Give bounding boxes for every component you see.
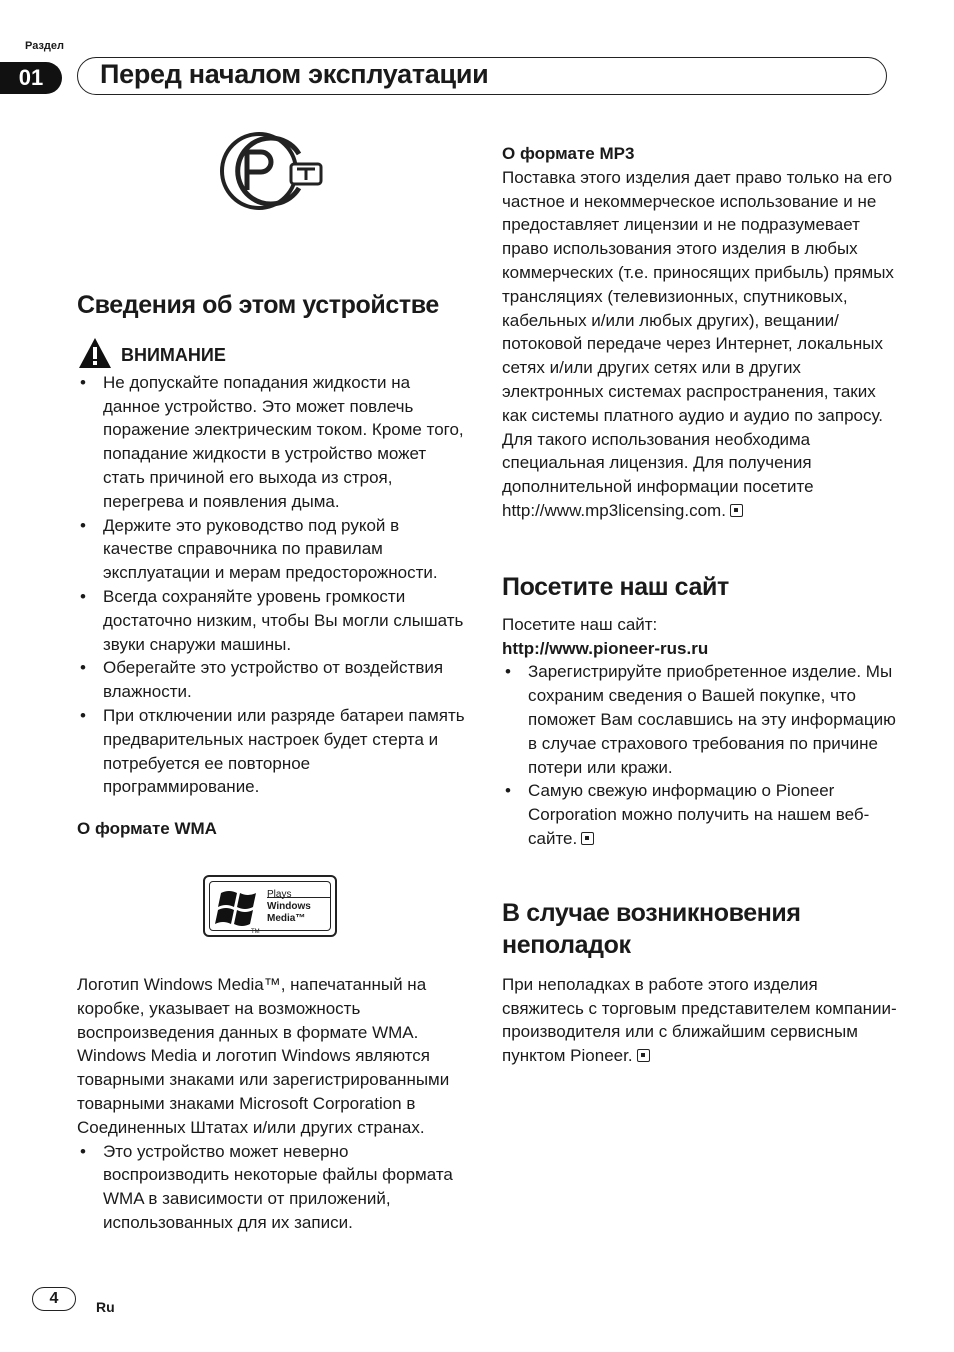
warning-triangle-icon <box>77 336 113 370</box>
rst-certification-logo <box>217 130 323 212</box>
section-label: Раздел <box>25 40 64 52</box>
end-mark-icon <box>581 832 594 845</box>
end-mark-icon <box>637 1049 650 1062</box>
page-title: Перед началом эксплуатации <box>100 59 489 89</box>
list-item: • Самую свежую информацию о Pioneer Corporation можно получить на нашем веб-сайте. <box>502 779 897 850</box>
site-bullet-list <box>502 660 897 850</box>
rst-logo-text: РСТ <box>270 210 272 211</box>
warning-label: ВНИМАНИЕ <box>121 344 226 365</box>
wma-paragraph: Логотип Windows Media™, напечатанный на коробке, указывает на возможность воспроизведения данных в формате WMA. Windows Media и логотип Windows являются товарными знаками или зарегистрированными товарными знаками Microsoft Corporation в Соединенных Штатах и/или других странах. <box>77 974 450 1137</box>
site-url-link[interactable]: http://www.pioneer-rus.ru <box>502 638 709 658</box>
section-heading-visit-site: Посетите наш сайт <box>502 572 729 601</box>
wma-logo-plays: Plays <box>267 888 292 900</box>
list-item: • При отключении или разряде батареи память предварительных настроек будет стерта и потребуется ее повторное программирование. <box>77 704 467 799</box>
mp3-heading: О формате MP3 <box>502 144 635 163</box>
list-item: • Держите это руководство под рукой в качестве справочника по правилам эксплуатации и мерам предосторожности. <box>77 514 467 585</box>
section-heading-device-info: Сведения об этом устройстве <box>77 290 439 319</box>
page-number: 4 <box>32 1287 76 1311</box>
windows-media-logo <box>203 875 337 937</box>
mp3-paragraph: Поставка этого изделия дает право только на его частное и некоммерческое использование и не предоставляет лицензии и не подразумевает право использования этого изделия в любых коммерческих (т.е. приносящих прибыль) прямых трансляциях (телевизионных, спутниковых, кабельных и/или любых других), вещании/потоковой передаче через Интернет, локальных сетях и/или других сетях или в других электронных системах распространения, таких как системы платного аудио и аудио по запросу. Для такого использования необходима специальная лицензия. Для получения дополнительной информации посетите http://www.mp3licensing.com. <box>502 167 894 520</box>
site-intro: Посетите наш сайт: <box>502 614 658 634</box>
list-item: • Оберегайте это устройство от воздействия влажности. <box>77 656 467 704</box>
left-column <box>77 130 467 1235</box>
warning-list <box>77 371 467 799</box>
list-item: • Не допускайте попадания жидкости на данное устройство. Это может повлечь поражение электрическим током. Кроме того, попадание жидкости в устройство может стать причиной его выхода из строя, перегрева и появления дыма. <box>77 371 467 514</box>
list-item: • Зарегистрируйте приобретенное изделие. Мы сохраним сведения о Вашей покупке, что поможет Вам сославшись на эту информацию в случае страхового требования по причине потери или кражи. <box>502 660 897 779</box>
section-heading-troubleshooting: В случае возникновения неполадок <box>502 898 801 959</box>
section-number-badge: 01 <box>0 62 62 94</box>
warning-header <box>77 335 467 371</box>
wma-logo-text: Windows Media™ <box>267 900 311 924</box>
wma-logo-tm: TM <box>251 928 260 935</box>
list-item: • Это устройство может неверно воспроизводить некоторые файлы формата WMA в зависимости от приложений, использованных для их записи. <box>77 1140 467 1235</box>
end-mark-icon <box>730 504 743 517</box>
list-item: • Всегда сохраняйте уровень громкости достаточно низким, чтобы Вы могли слышать звуки снаружи машины. <box>77 585 467 656</box>
language-code: Ru <box>96 1299 115 1315</box>
right-column <box>502 142 897 1068</box>
wma-bullet-list <box>77 1140 467 1235</box>
wma-heading: О формате WMA <box>77 819 217 839</box>
trouble-paragraph: При неполадках в работе этого изделия свяжитесь с торговым представителем компании-производителя или с ближайшим сервисным пунктом Pioneer. <box>502 974 897 1066</box>
